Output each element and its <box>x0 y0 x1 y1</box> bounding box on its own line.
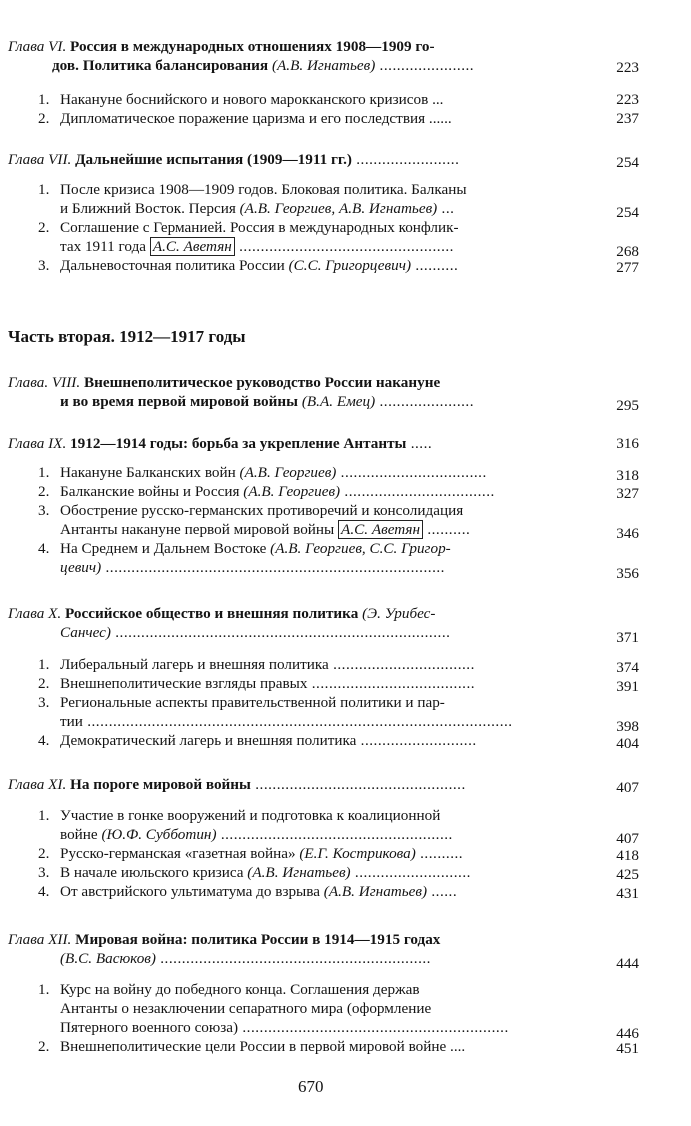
chapter-title: Россия в международных отношениях 1908—1909 го- <box>70 38 435 55</box>
toc-line <box>0 434 691 453</box>
section-title: Региональные аспекты правительственной политики и пар- <box>60 694 445 711</box>
leader-dots: ...................... <box>375 393 475 410</box>
toc-line <box>0 199 691 221</box>
toc-line <box>0 930 691 949</box>
leader-dots: .......... <box>411 257 459 274</box>
authors: (В.С. Васюков) <box>60 950 156 967</box>
chapter-label: Глава IX. <box>8 435 67 452</box>
section-title: На Среднем и Дальнем Востоке <box>60 540 267 557</box>
leader-dots: .................................................. <box>234 238 454 255</box>
section-number: 1. <box>38 807 50 824</box>
chapter-label: Глава X. <box>8 605 62 622</box>
section-title: тии <box>60 713 83 730</box>
toc-line <box>0 90 691 109</box>
section-title: В начале июльского кризиса <box>60 864 244 881</box>
toc-sections <box>0 806 691 901</box>
leader-dots: ................................... <box>340 483 495 500</box>
toc-line <box>0 863 691 882</box>
toc-entry-chapter-7 <box>0 150 691 169</box>
toc-line <box>0 558 691 582</box>
section-title: Балканские войны и Россия <box>60 483 240 500</box>
leader-dots: ............................................................................... <box>101 559 445 576</box>
section-title: Пятерного военного союза) <box>60 1019 239 1036</box>
toc-line <box>0 56 691 75</box>
leader-dots: .......... <box>415 845 464 862</box>
section-number: 2. <box>38 845 50 862</box>
toc-line <box>0 949 691 972</box>
section-title: Антанты о незаключении сепаратного мира (оформление <box>60 1000 432 1017</box>
section-title: Либеральный лагерь и внешняя политика <box>60 656 329 673</box>
toc-line <box>0 844 691 863</box>
page-number: 277 <box>616 259 639 276</box>
page-number: 404 <box>616 735 639 752</box>
section-title: Внешнеполитические цели России в первой мировой войне .... <box>60 1038 466 1055</box>
toc-line <box>0 237 691 260</box>
authors: (Ю.Ф. Субботин) <box>101 826 217 843</box>
page-number: 318 <box>616 467 639 484</box>
page-number: 346 <box>616 525 639 542</box>
section-title: Накануне боснийского и нового марокканского кризисов ... <box>60 91 444 108</box>
leader-dots: ............................................................... <box>155 950 431 967</box>
section-number: 1. <box>38 464 50 481</box>
section-title: Обострение русско-германских противоречий и консолидация <box>60 502 464 519</box>
toc-sections <box>0 980 691 1056</box>
authors: Санчес) <box>60 624 111 641</box>
part-heading: Часть вторая. 1912—1917 годы <box>8 327 246 346</box>
toc-line <box>0 712 691 735</box>
section-number: 2. <box>38 110 50 127</box>
toc-line <box>0 539 691 558</box>
toc-line <box>0 150 691 169</box>
toc-sections <box>0 463 691 582</box>
page-number: 371 <box>616 629 639 646</box>
leader-dots: ........................... <box>350 864 471 881</box>
page-number: 444 <box>616 955 639 972</box>
boxed-author: А.С. Аветян <box>338 520 423 539</box>
leader-dots: .......... <box>423 521 471 538</box>
chapter-title: Мировая война: политика России в 1914—1915 годах <box>75 931 441 948</box>
authors: (А.В. Георгиев, С.С. Григор- <box>270 540 451 557</box>
chapter-label: Глава. VIII. <box>8 374 81 391</box>
page-number: 254 <box>616 154 639 171</box>
section-title: войне <box>60 826 98 843</box>
section-number: 4. <box>38 732 50 749</box>
toc-line <box>0 980 691 999</box>
section-title: Участие в гонке вооружений и подготовка к коалиционной <box>60 807 441 824</box>
section-title: Соглашение с Германией. Россия в международных конфлик- <box>60 219 459 236</box>
page-number: 451 <box>616 1040 639 1057</box>
toc-line <box>0 825 691 847</box>
chapter-title: 1912—1914 годы: борьба за укрепление Антанты <box>70 435 407 452</box>
page-number: 407 <box>616 779 639 796</box>
section-number: 2. <box>38 483 50 500</box>
page-number: 237 <box>616 110 639 127</box>
section-title: После кризиса 1908—1909 годов. Блоковая политика. Балканы <box>60 181 467 198</box>
toc-entry-chapter-9 <box>0 434 691 453</box>
toc-line <box>0 482 691 501</box>
leader-dots: ..... <box>406 435 433 452</box>
leader-dots: ...................................................... <box>216 826 453 843</box>
toc-line <box>0 37 691 56</box>
toc-entry-chapter-8 <box>0 373 691 414</box>
section-number: 2. <box>38 675 50 692</box>
toc-entry-chapter-6 <box>0 37 691 75</box>
toc-sections <box>0 180 691 275</box>
section-title: Курс на войну до победного конца. Соглашения держав <box>60 981 420 998</box>
leader-dots: ...................... <box>375 57 475 74</box>
toc-line <box>0 623 691 646</box>
section-title: Дипломатическое поражение царизма и его последствия ...... <box>60 110 452 127</box>
section-title: тах 1911 года <box>60 238 147 255</box>
leader-dots: .................................. <box>336 464 487 481</box>
toc-line <box>0 256 691 275</box>
chapter-title: и во время первой мировой войны <box>60 393 299 410</box>
authors: (А.В. Игнатьев) <box>247 864 351 881</box>
toc-line <box>0 501 691 520</box>
section-number: 4. <box>38 883 50 900</box>
chapter-label: Глава VII. <box>8 151 72 168</box>
leader-dots: ...................................... <box>307 675 476 692</box>
toc-entry-chapter-10 <box>0 604 691 646</box>
boxed-author: А.С. Аветян <box>150 237 235 256</box>
section-title: Русско-германская «газетная война» <box>60 845 296 862</box>
section-number: 3. <box>38 864 50 881</box>
page-number: 391 <box>616 678 639 695</box>
section-title: Демократический лагерь и внешняя политика <box>60 732 357 749</box>
leader-dots: ................................. <box>328 656 475 673</box>
toc-line <box>0 999 691 1018</box>
toc-line <box>0 693 691 712</box>
toc-line <box>0 463 691 482</box>
toc-entry-chapter-11 <box>0 775 691 794</box>
leader-dots: ................................................. <box>250 776 466 793</box>
leader-dots: .............................................................................. <box>110 624 451 641</box>
authors: (А.В. Игнатьев) <box>323 883 428 900</box>
leader-dots: .............................................................. <box>238 1019 509 1036</box>
page-number: 268 <box>616 243 639 260</box>
toc-sections <box>0 655 691 750</box>
authors: (А.В. Георгиев) <box>239 464 337 481</box>
page-number: 295 <box>616 397 639 414</box>
authors: (А.В. Игнатьев) <box>271 57 376 74</box>
toc-line <box>0 655 691 674</box>
page-number: 254 <box>616 204 639 221</box>
section-title: От австрийского ультиматума до взрыва <box>60 883 320 900</box>
page-number: 327 <box>616 485 639 502</box>
toc-line <box>0 218 691 237</box>
leader-dots: ... <box>437 200 455 217</box>
chapter-title: Российское общество и внешняя политика <box>64 605 359 622</box>
chapter-label: Глава VI. <box>8 38 67 55</box>
authors: цевич) <box>60 559 102 576</box>
section-title: Накануне Балканских войн <box>60 464 236 481</box>
toc-line <box>0 1037 691 1056</box>
leader-dots: ........................ <box>351 151 460 168</box>
authors: (В.А. Емец) <box>301 393 376 410</box>
page-number: 418 <box>616 847 639 864</box>
chapter-title: Дальнейшие испытания (1909—1911 гг.) <box>75 151 352 168</box>
toc-line <box>0 109 691 128</box>
page-number: 407 <box>616 830 639 847</box>
page-number: 425 <box>616 866 639 883</box>
page-number: 223 <box>616 91 639 108</box>
page-number: 374 <box>616 659 639 676</box>
page-number: 398 <box>616 718 639 735</box>
section-number: 2. <box>38 219 50 236</box>
section-title: Дальневосточная политика России <box>60 257 285 274</box>
authors: (Э. Урибес- <box>362 605 436 622</box>
section-number: 1. <box>38 656 50 673</box>
leader-dots: ................................................................................................... <box>82 713 513 730</box>
section-number: 3. <box>38 502 50 519</box>
page-number: 356 <box>616 565 639 582</box>
section-number: 3. <box>38 257 50 274</box>
section-number: 4. <box>38 540 50 557</box>
chapter-title: Внешнеполитическое руководство России накануне <box>83 374 441 391</box>
toc-line <box>0 775 691 794</box>
toc-line <box>0 1018 691 1042</box>
chapter-title: дов. Политика балансирования <box>52 57 269 74</box>
leader-dots: ...... <box>427 883 458 900</box>
toc-line <box>0 604 691 623</box>
toc-sections <box>0 90 691 128</box>
page-number: 223 <box>616 59 639 76</box>
authors: (А.В. Георгиев, А.В. Игнатьев) <box>239 200 438 217</box>
chapter-label: Глава XII. <box>8 931 72 948</box>
toc-line <box>0 674 691 693</box>
chapter-label: Глава XI. <box>8 776 67 793</box>
toc-line <box>0 373 691 392</box>
authors: (Е.Г. Кострикова) <box>299 845 416 862</box>
section-title: Антанты накануне первой мировой войны <box>60 521 335 538</box>
section-number: 2. <box>38 1038 50 1055</box>
page-number: 316 <box>616 435 639 452</box>
chapter-title: На пороге мировой войны <box>70 776 251 793</box>
toc-line <box>0 180 691 199</box>
toc-line <box>0 731 691 750</box>
toc-line <box>0 392 691 414</box>
authors: (С.С. Григорцевич) <box>288 257 412 274</box>
section-title: и Ближний Восток. Персия <box>60 200 236 217</box>
toc-line <box>0 882 691 901</box>
page-folio: 670 <box>298 1077 324 1096</box>
toc-line <box>0 520 691 542</box>
leader-dots: ........................... <box>356 732 477 749</box>
section-number: 3. <box>38 694 50 711</box>
section-title: Внешнеполитические взгляды правых <box>60 675 308 692</box>
section-number: 1. <box>38 981 50 998</box>
section-number: 1. <box>38 181 50 198</box>
authors: (А.В. Георгиев) <box>243 483 341 500</box>
toc-entry-chapter-12 <box>0 930 691 972</box>
page-number: 446 <box>616 1025 639 1042</box>
section-number: 1. <box>38 91 50 108</box>
toc-line <box>0 806 691 825</box>
page-number: 431 <box>616 885 639 902</box>
